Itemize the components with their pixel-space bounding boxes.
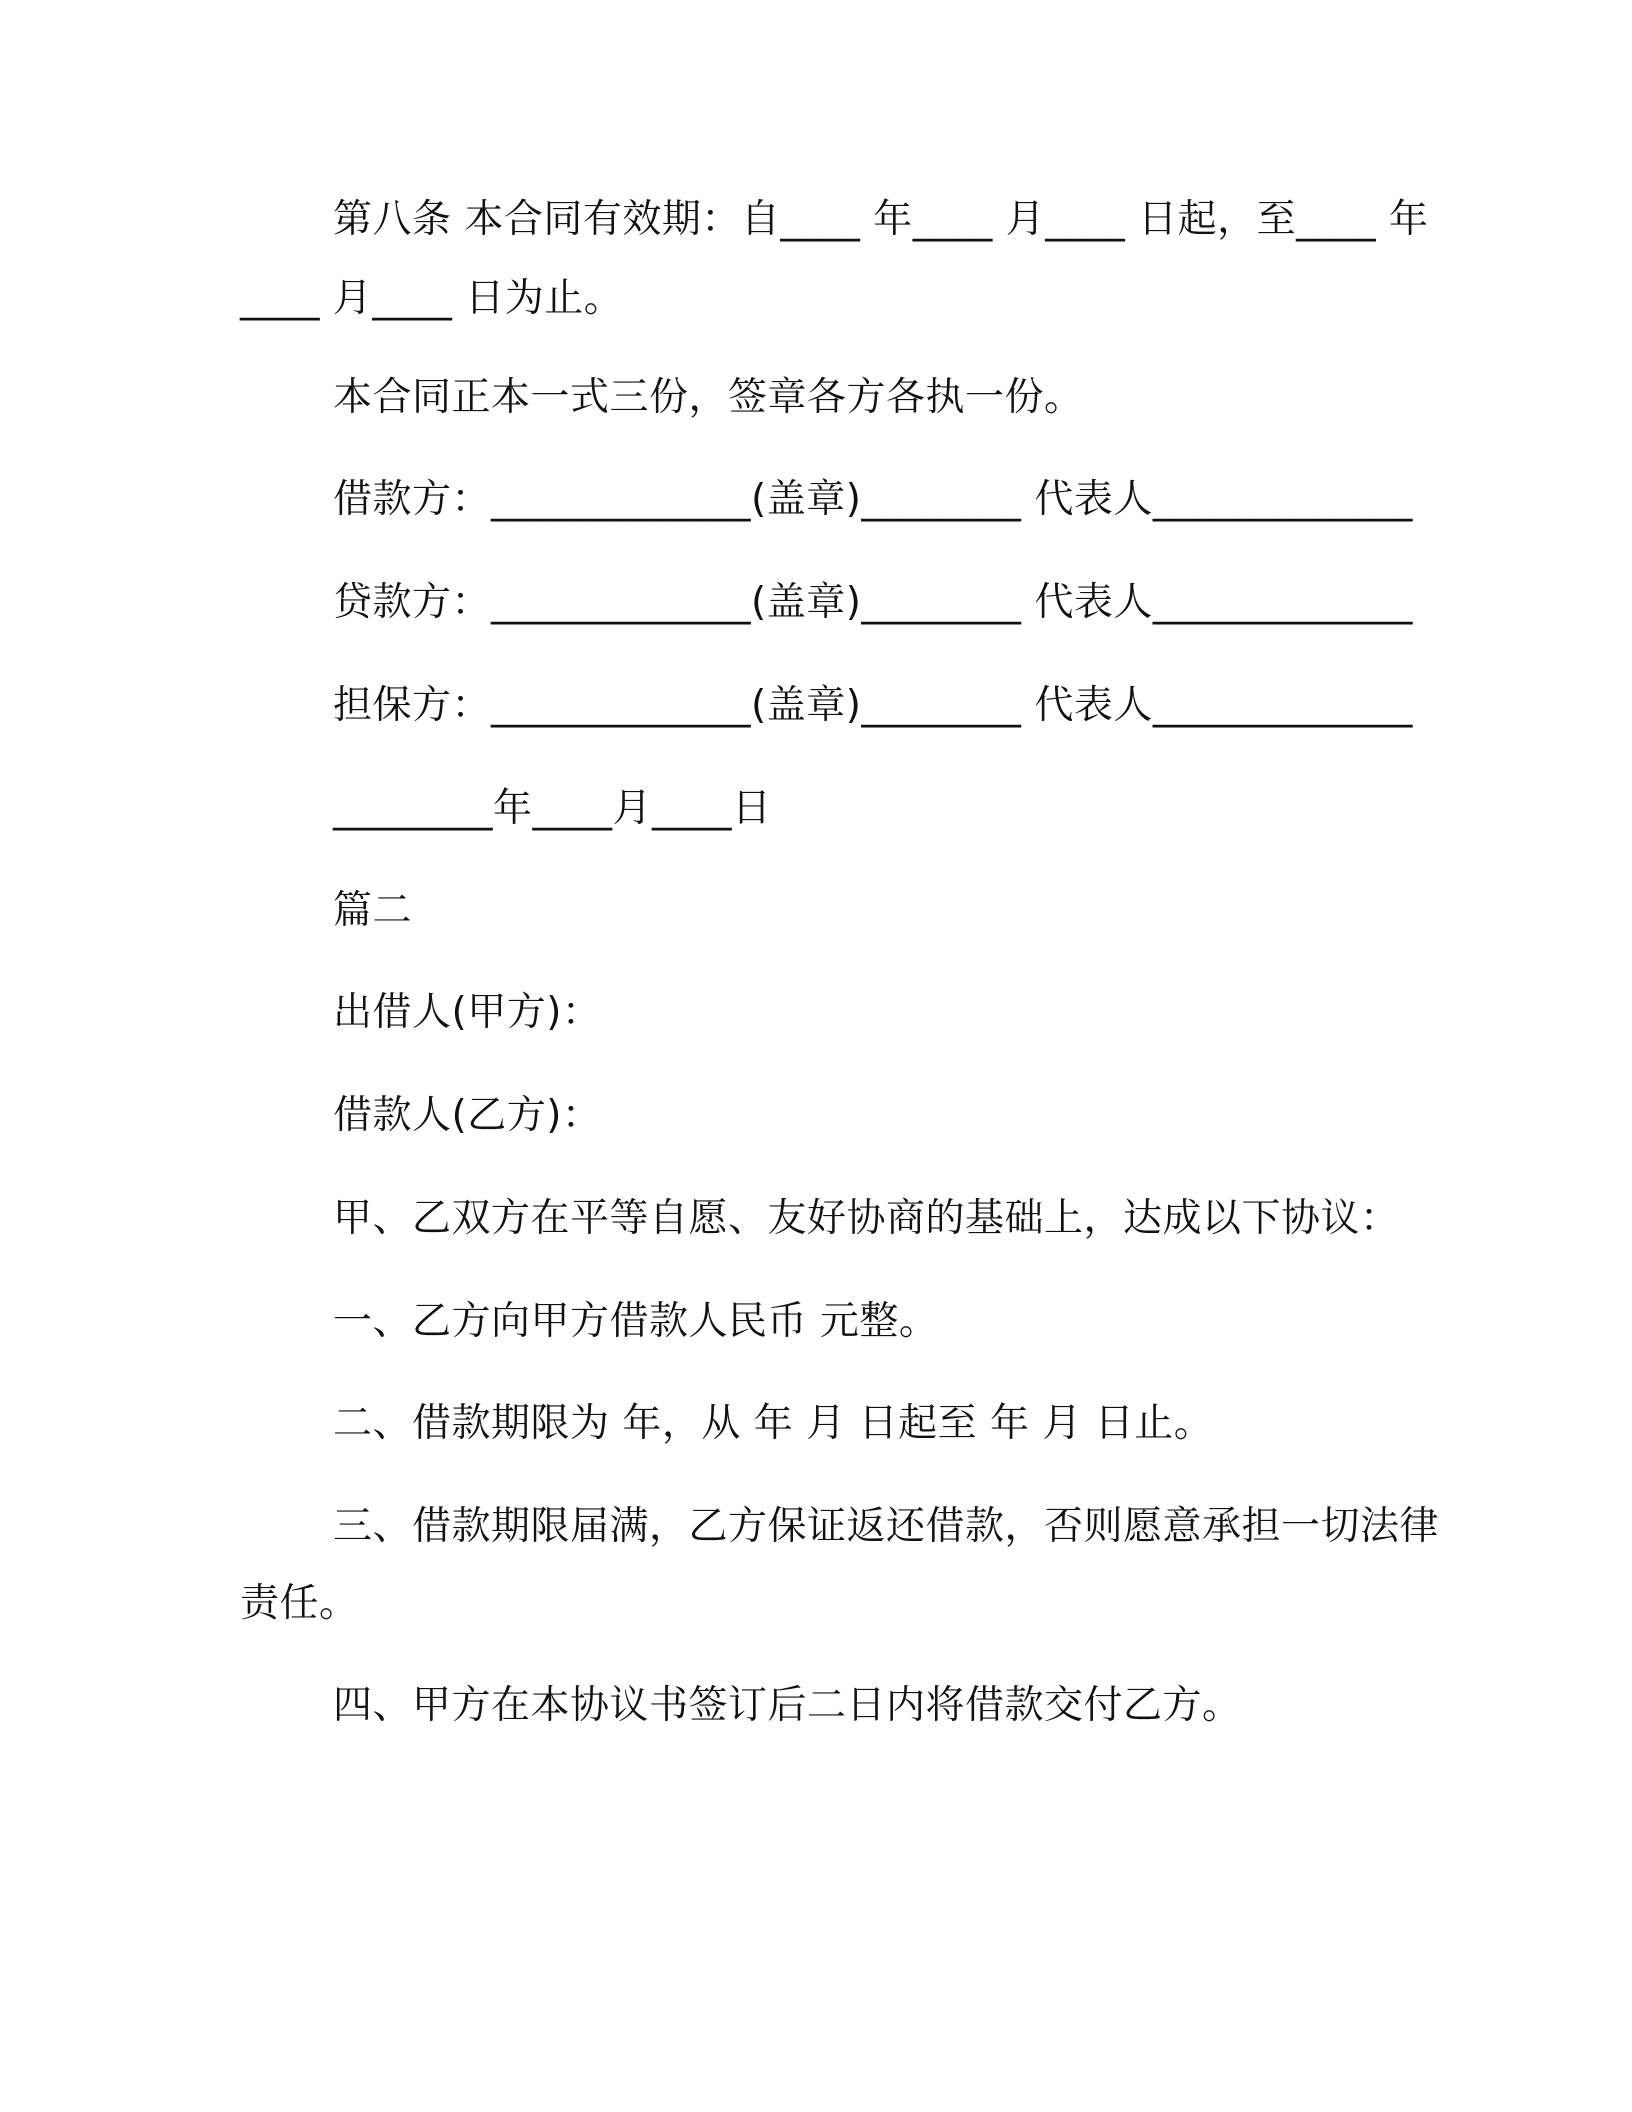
borrower-party-b-label: 借款人(乙方)： — [333, 1093, 602, 1138]
clause-three-repayment: 三、借款期限届满，乙方保证返还借款，否则愿意承担一切法律 — [333, 1504, 1440, 1549]
article-eight-validity: 第八条 本合同有效期：自____ 年____ 月____ 日起，至____ 年 — [333, 197, 1429, 242]
copies-clause: 本合同正本一式三份，签章各方各执一份。 — [333, 375, 1084, 420]
clause-four-delivery: 四、甲方在本协议书签订后二日内将借款交付乙方。 — [333, 1683, 1242, 1728]
borrower-signature-line: 借款方：_____________(盖章)________ 代表人_____________ — [333, 477, 1413, 522]
article-eight-validity-cont: ____ 月____ 日为止。 — [240, 276, 624, 321]
agreement-preamble: 甲、乙双方在平等自愿、友好协商的基础上，达成以下协议： — [333, 1196, 1400, 1241]
signing-date-line: ________年____月____日 — [333, 786, 772, 831]
lender-signature-line: 贷款方：_____________(盖章)________ 代表人_____________ — [333, 580, 1413, 625]
clause-two-loan-term: 二、借款期限为 年，从 年 月 日起至 年 月 日止。 — [333, 1401, 1214, 1446]
lender-party-a-label: 出借人(甲方)： — [333, 990, 602, 1035]
clause-one-loan-amount: 一、乙方向甲方借款人民币 元整。 — [333, 1299, 939, 1344]
section-heading-part-two: 篇二 — [333, 888, 413, 933]
guarantor-signature-line: 担保方：_____________(盖章)________ 代表人_____________ — [333, 683, 1413, 728]
clause-three-repayment-cont: 责任。 — [240, 1581, 359, 1626]
